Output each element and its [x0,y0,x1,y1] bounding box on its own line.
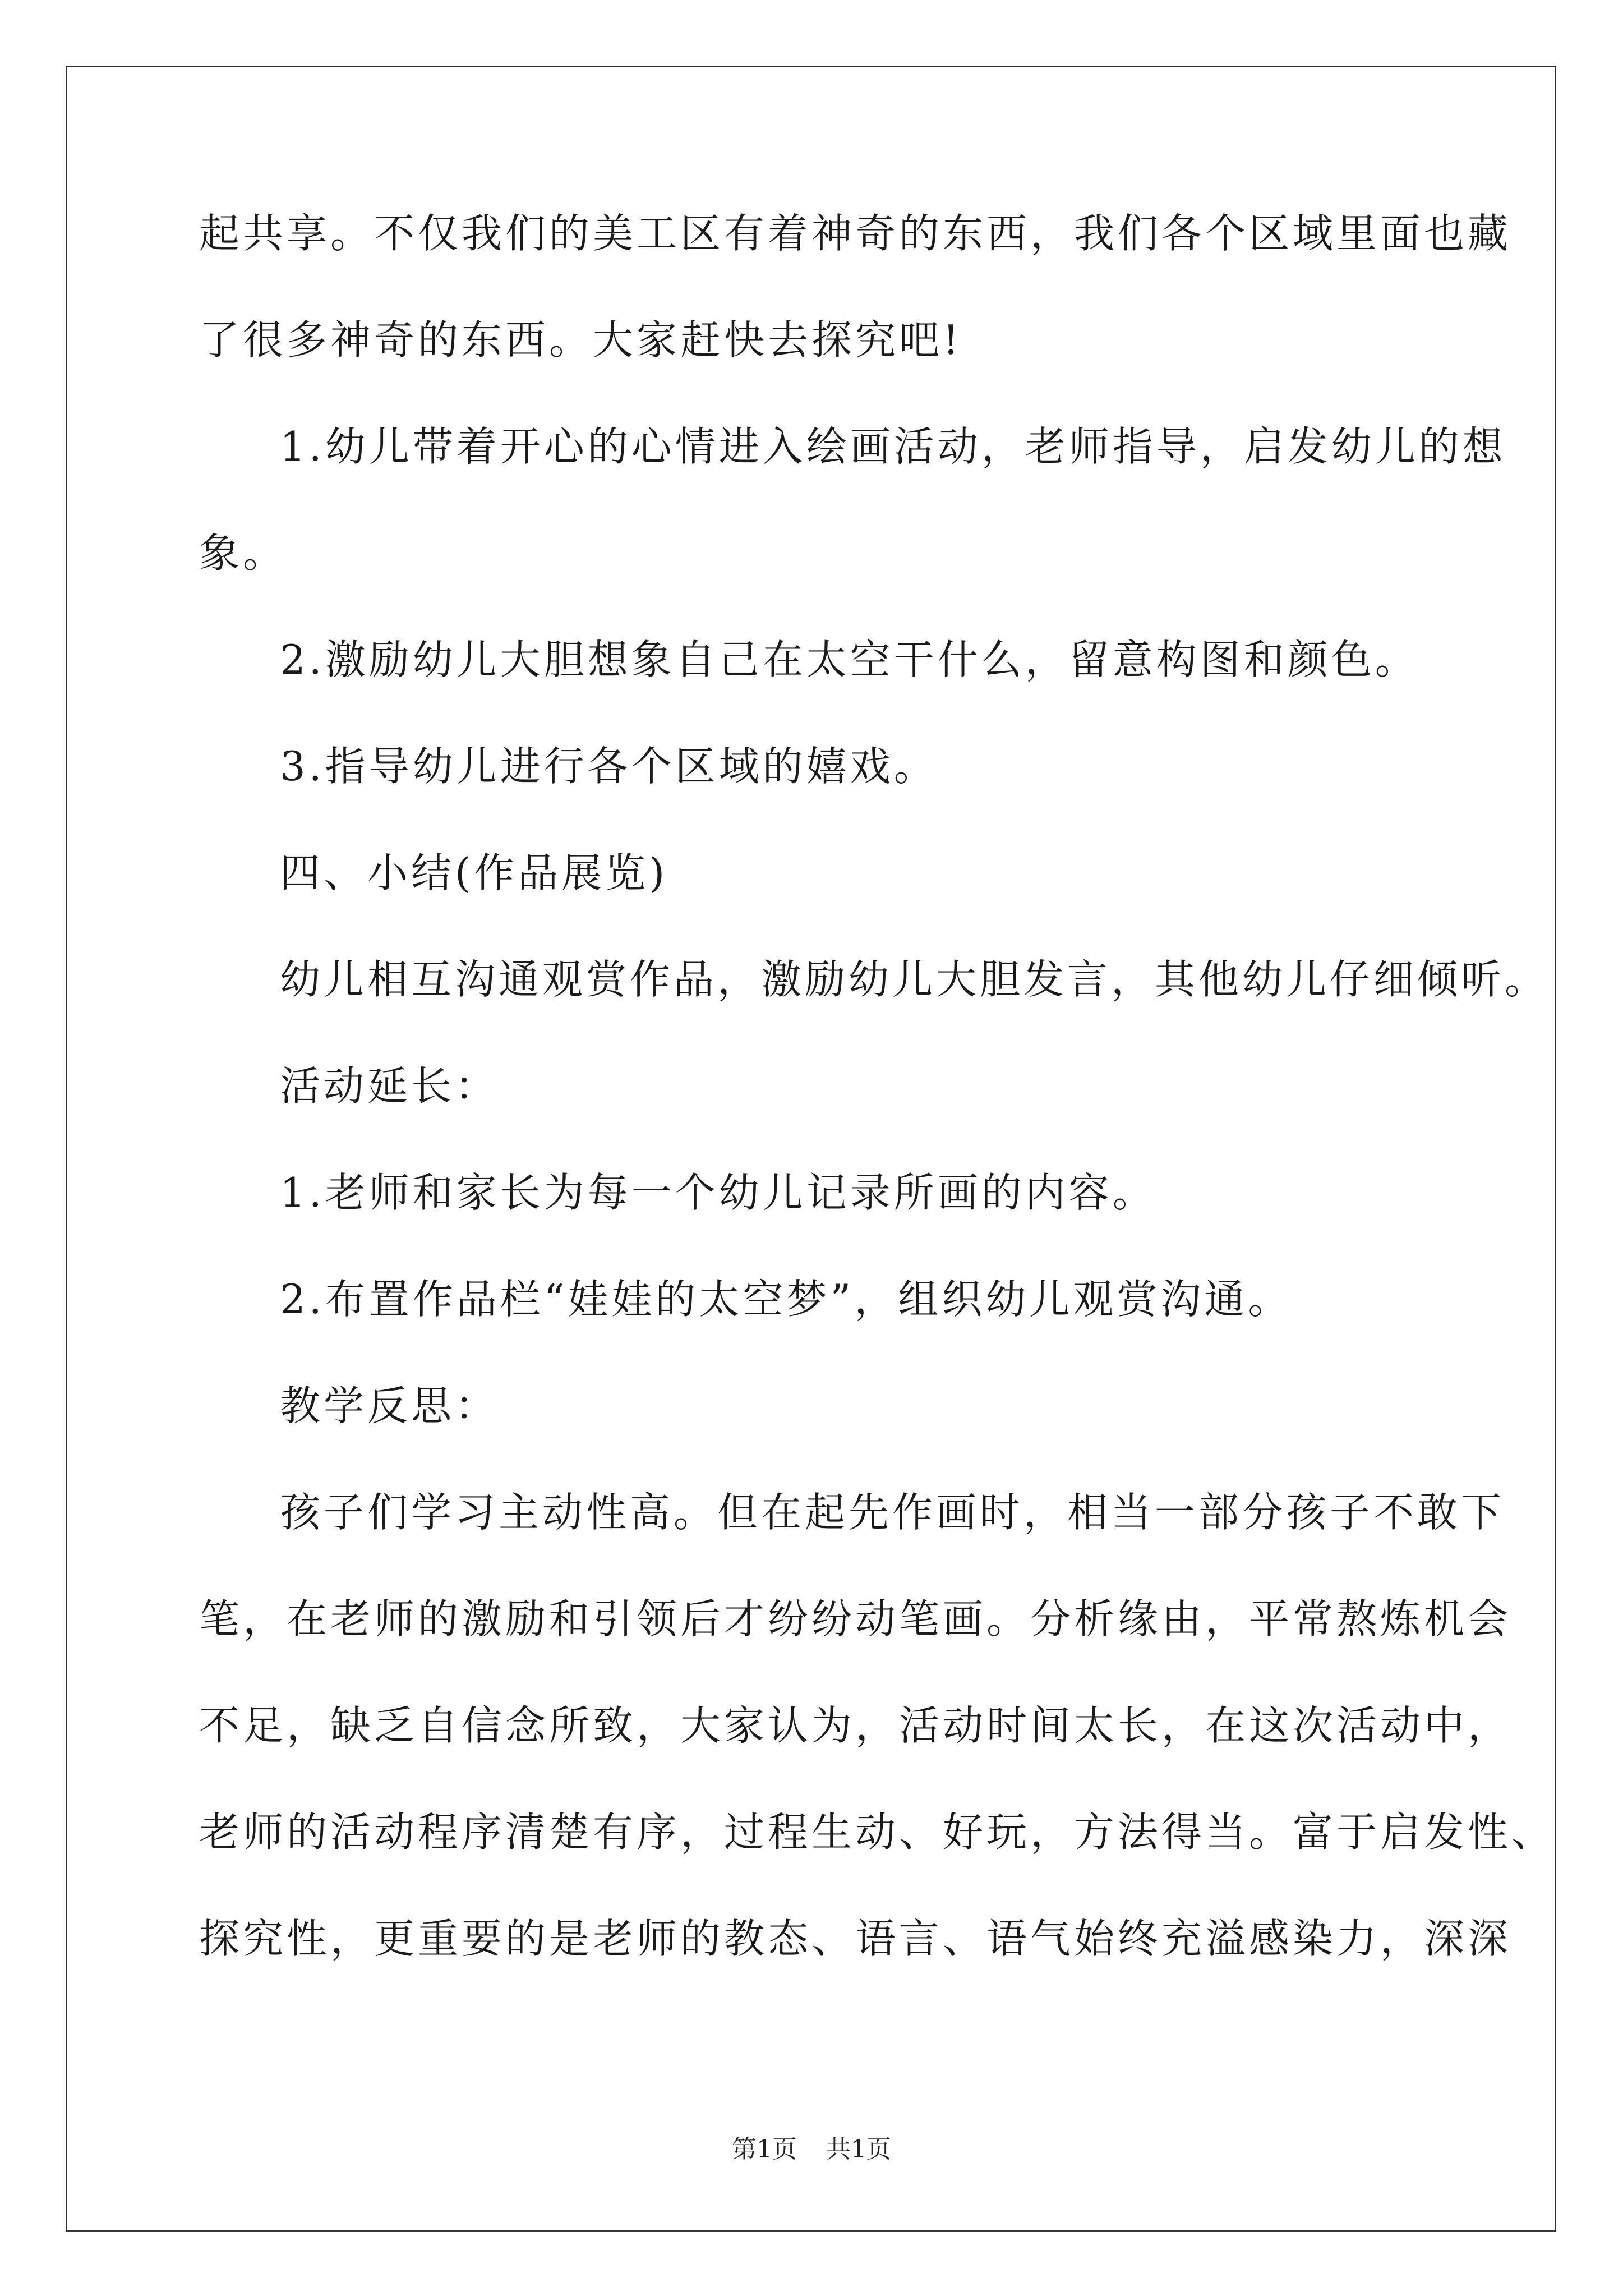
text-line: 笔，在老师的激励和引领后才纷纷动笔画。分析缘由，平常熬炼机会 [199,1595,1512,1642]
text-line: 不足，缺乏自信念所致，大家认为，活动时间太长，在这次活动中， [199,1702,1512,1749]
text-line: 2.激励幼儿大胆想象自己在太空干什么，留意构图和颜色。 [280,636,1419,683]
text-line: 1.老师和家长为每一个幼儿记录所画的内容。 [280,1169,1156,1216]
section-heading: 活动延长： [280,1062,499,1110]
text-line: 老师的活动程序清楚有序，过程生动、好玩，方法得当。富于启发性、 [199,1809,1556,1856]
text-line: 1.幼儿带着开心的心情进入绘画活动，老师指导，启发幼儿的想 [280,423,1506,470]
page-total: 共1页 [826,2135,891,2164]
page-footer [0,2137,1623,2162]
text-line: 孩子们学习主动性高。但在起先作画时，相当一部分孩子不敢下 [280,1489,1505,1536]
text-line: 起共享。不仅我们的美工区有着神奇的东西，我们各个区域里面也藏 [199,210,1512,257]
section-heading: 教学反思： [280,1382,499,1429]
section-heading: 四、小结(作品展览) [280,849,668,896]
text-line: 了很多神奇的东西。大家赶快去探究吧! [199,316,962,364]
page-number: 第1页 [732,2135,797,2164]
page-border [66,66,1556,2232]
text-line: 幼儿相互沟通观赏作品，激励幼儿大胆发言，其他幼儿仔细倾听。 [280,956,1549,1003]
text-line: 3.指导幼儿进行各个区域的嬉戏。 [280,743,938,790]
text-line: 2.布置作品栏“娃娃的太空梦”，组织幼儿观赏沟通。 [280,1276,1292,1323]
text-line: 象。 [199,530,287,577]
text-line: 探究性，更重要的是老师的教态、语言、语气始终充溢感染力，深深 [199,1915,1512,1962]
